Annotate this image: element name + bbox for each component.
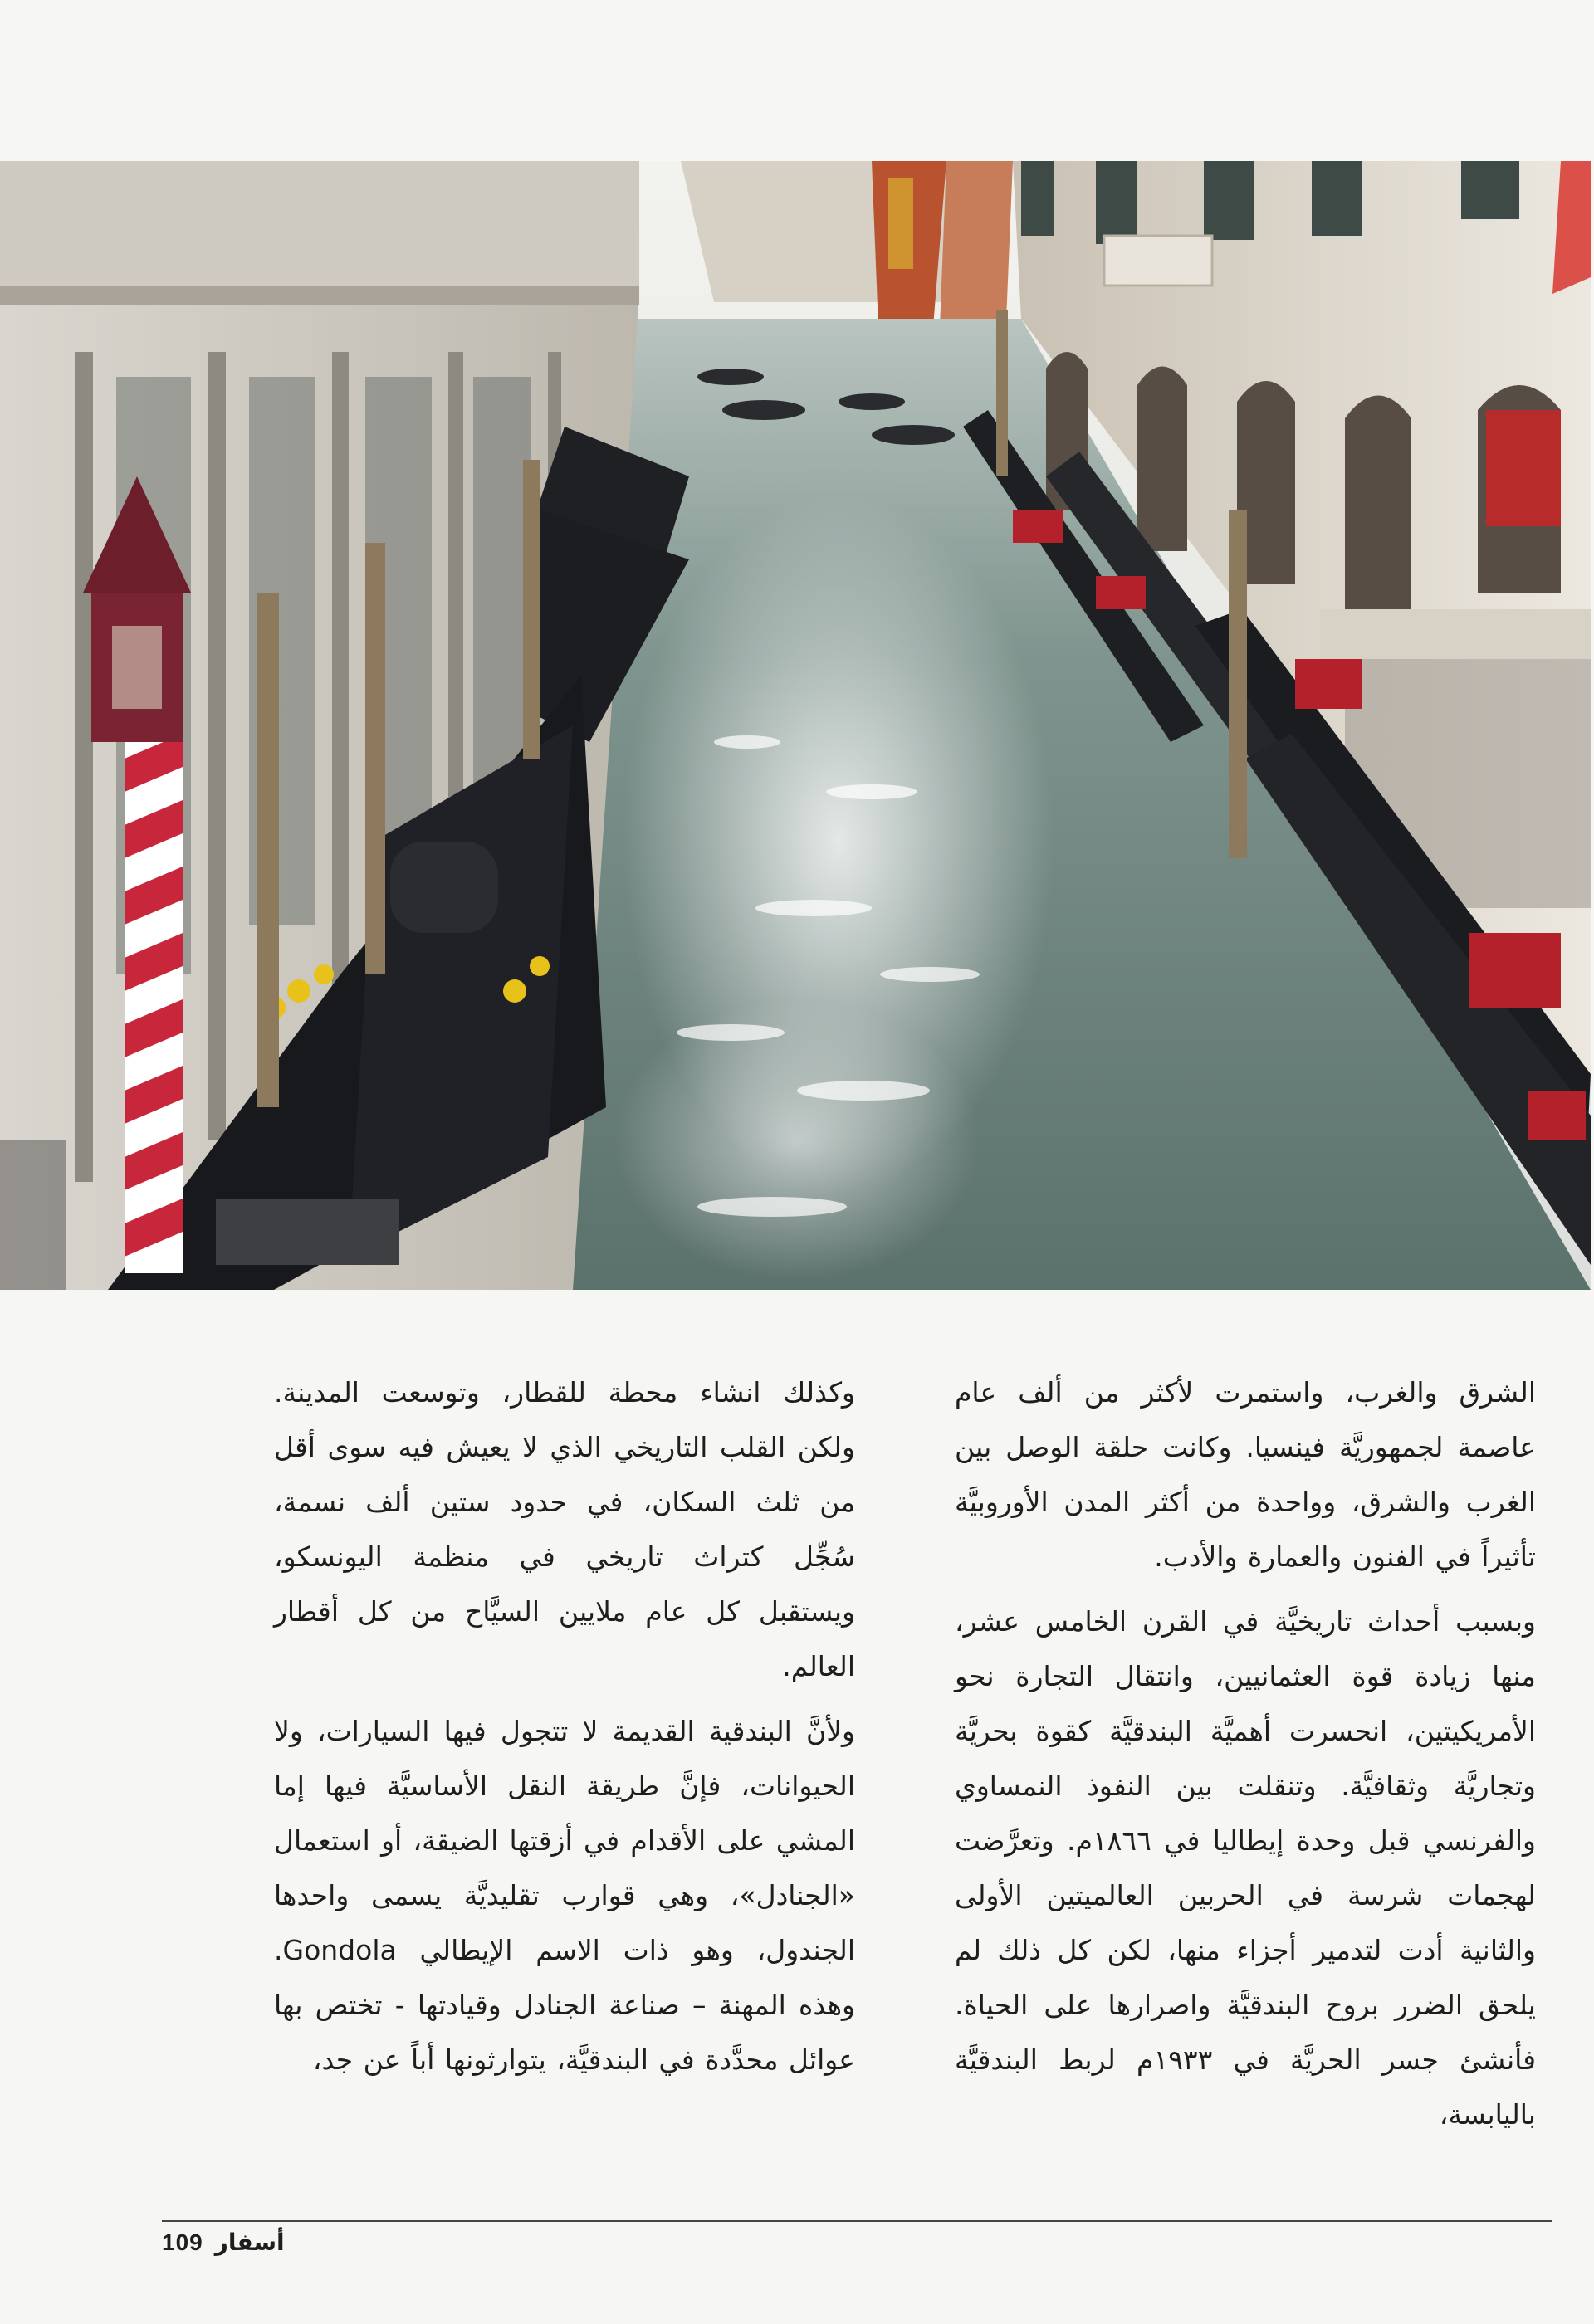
article-column-left <box>274 1365 855 2097</box>
magazine-name: أسفار <box>214 2229 285 2256</box>
canal-illustration <box>0 161 1591 1290</box>
page-footer <box>162 2229 285 2256</box>
paragraph: ولأنَّ البندقية القديمة لا تتجول فيها السيارات، ولا الحيوانات، فإنَّ طريقة النقل الأساسيَّة فيها إما المشي على الأقدام في أزقتها الضيقة، أو استعمال «الجنادل»، وهي قوارب تقليديَّة يسمى واحدها الجندول، وهو ذات الاسم الإيطالي Gondola. وهذه المهنة – صناعة الجنادل وقيادتها - تختص بها عوائل محدَّدة في البندقيَّة، يتوارثونها أباً عن جد، <box>274 1715 855 2076</box>
venice-canal-photo <box>0 161 1591 1290</box>
footer-rule <box>162 2220 1552 2222</box>
article-text <box>274 1365 1536 2154</box>
page-number: 109 <box>162 2229 203 2255</box>
article-column-right <box>955 1365 1536 2152</box>
paragraph: وبسبب أحداث تاريخيَّة في القرن الخامس عشر، منها زيادة قوة العثمانيين، وانتقال التجارة نحو الأمريكيتين، انحسرت أهميَّة البندقيَّة كقوة بحريَّة وتجاريَّة وثقافيَّة. وتنقلت بين النفوذ النمساوي والفرنسي قبل وحدة إيطاليا في ١٨٦٦م. وتعرَّضت لهجمات شرسة في الحربين العالميتين الأولى والثانية أدت لتدمير أجزاء منها، لكن كل ذلك لم يلحق الضرر بروح البندقيَّة واصرارها على الحياة. فأنشئ جسر الحريَّة في ١٩٣٣م لربط البندقيَّة باليابسة، <box>955 1605 1536 2131</box>
paragraph: الشرق والغرب، واستمرت لأكثر من ألف عام عاصمة لجمهوريَّة فينسيا. وكانت حلقة الوصل بين الغرب والشرق، وواحدة من أكثر المدن الأوروبيَّة تأثيراً في الفنون والعمارة والأدب. <box>955 1376 1536 1573</box>
paragraph: وكذلك انشاء محطة للقطار، وتوسعت المدينة. ولكن القلب التاريخي الذي لا يعيش فيه سوى أقل من ثلث السكان، في حدود ستين ألف نسمة، سُجِّل كتراث تاريخي في منظمة اليونسكو، ويستقبل كل عام ملايين السيَّاح من كل أقطار العالم. <box>274 1376 855 1682</box>
